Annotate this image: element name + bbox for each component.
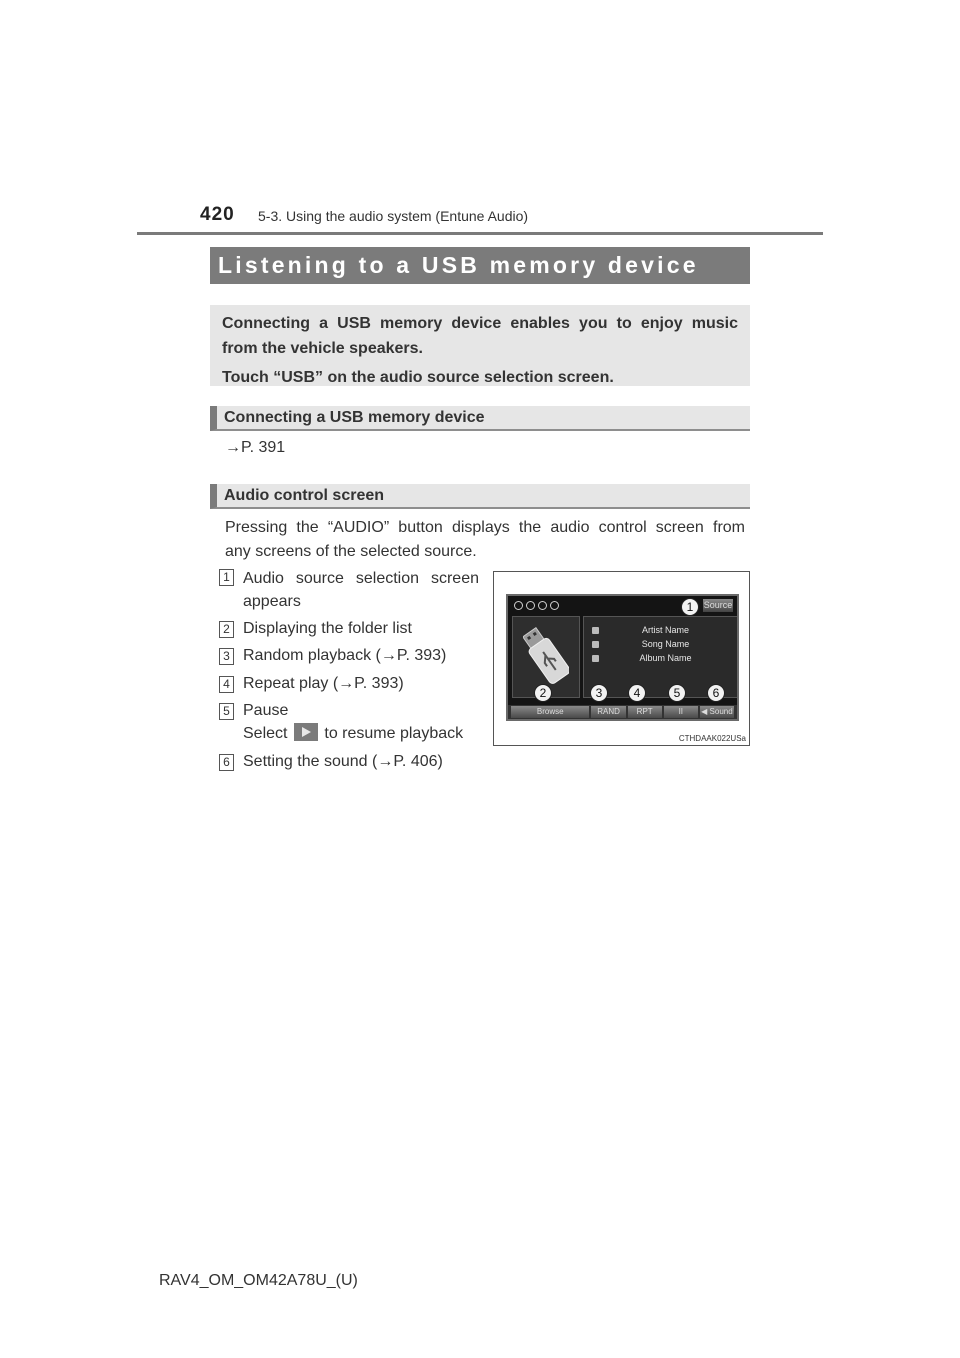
item-5-line-2 (243, 722, 463, 745)
dot-icon (514, 601, 523, 610)
callout-2: 2 (534, 684, 552, 702)
dot-icon (526, 601, 535, 610)
connecting-heading: Connecting a USB memory device (210, 406, 750, 431)
browse-button: Browse (511, 706, 589, 718)
album-icon (592, 655, 599, 662)
document-code: RAV4_OM_OM42A78U_(U) (159, 1272, 358, 1289)
callout-1: 1 (681, 598, 699, 616)
page-dots (514, 601, 559, 610)
figure-code: CTHDAAK022USa (678, 734, 746, 743)
item-1-line-1: Audio source selection screen (243, 570, 479, 587)
select-word: Select (243, 725, 288, 742)
audio-control-screen (506, 594, 739, 721)
item-number-badge: 6 (219, 754, 234, 771)
item-1-line-2: appears (243, 593, 301, 610)
connecting-page-ref: →P. 391 (225, 439, 286, 456)
intro-line-1: Connecting a USB memory device enables you to enjoy music (222, 315, 738, 332)
item-5-line-1: Pause (243, 702, 289, 719)
pause-button: II (664, 706, 698, 718)
song-name: Song Name (641, 639, 690, 649)
callout-6: 6 (707, 684, 725, 702)
sound-button: ◀ Sound (701, 707, 733, 716)
item-number-badge: 4 (219, 676, 234, 693)
header-divider (137, 232, 823, 235)
album-name: Album Name (639, 653, 692, 663)
callout-4: 4 (628, 684, 646, 702)
list-item: Repeat play (→P. 393) (243, 675, 404, 692)
intro-box (210, 305, 750, 386)
audio-control-line-2: any screens of the selected source. (225, 543, 477, 560)
callout-5: 5 (668, 684, 686, 702)
audio-control-paragraph (225, 516, 745, 564)
intro-line-3: Touch “USB” on the audio source selection screen. (222, 369, 614, 386)
list-item: Random playback (→P. 393) (243, 647, 447, 664)
source-button: Source (703, 600, 733, 610)
album-row (592, 653, 732, 663)
repeat-button: RPT (628, 706, 662, 718)
random-button: RAND (591, 706, 625, 718)
list-item: Setting the sound (→P. 406) (243, 753, 443, 770)
control-bar (508, 705, 737, 719)
music-note-icon (592, 641, 599, 648)
list-item (243, 699, 463, 745)
section-label: 5-3. Using the audio system (Entune Audio) (258, 208, 529, 224)
audio-screen-figure (493, 571, 750, 746)
item-number-badge: 2 (219, 621, 234, 638)
artist-icon (592, 627, 599, 634)
list-item: Displaying the folder list (243, 620, 412, 637)
list-item (243, 567, 479, 613)
item-number-badge: 1 (219, 569, 234, 586)
page-number: 420 (200, 204, 235, 225)
usb-stick-icon (523, 625, 569, 687)
audio-control-heading: Audio control screen (210, 484, 750, 509)
intro-line-2: from the vehicle speakers. (222, 340, 423, 357)
artist-name: Artist Name (641, 625, 689, 635)
callout-3: 3 (590, 684, 608, 702)
page-title: Listening to a USB memory device (210, 247, 750, 284)
item-number-badge: 3 (219, 648, 234, 665)
dot-icon (538, 601, 547, 610)
audio-control-line-1: Pressing the “AUDIO” button displays the audio control screen from (225, 519, 745, 536)
item-number-badge: 5 (219, 703, 234, 720)
song-row (592, 639, 732, 649)
artist-row (592, 625, 732, 635)
resume-text: to resume playback (324, 725, 464, 742)
play-button-icon (294, 723, 318, 741)
dot-icon (550, 601, 559, 610)
